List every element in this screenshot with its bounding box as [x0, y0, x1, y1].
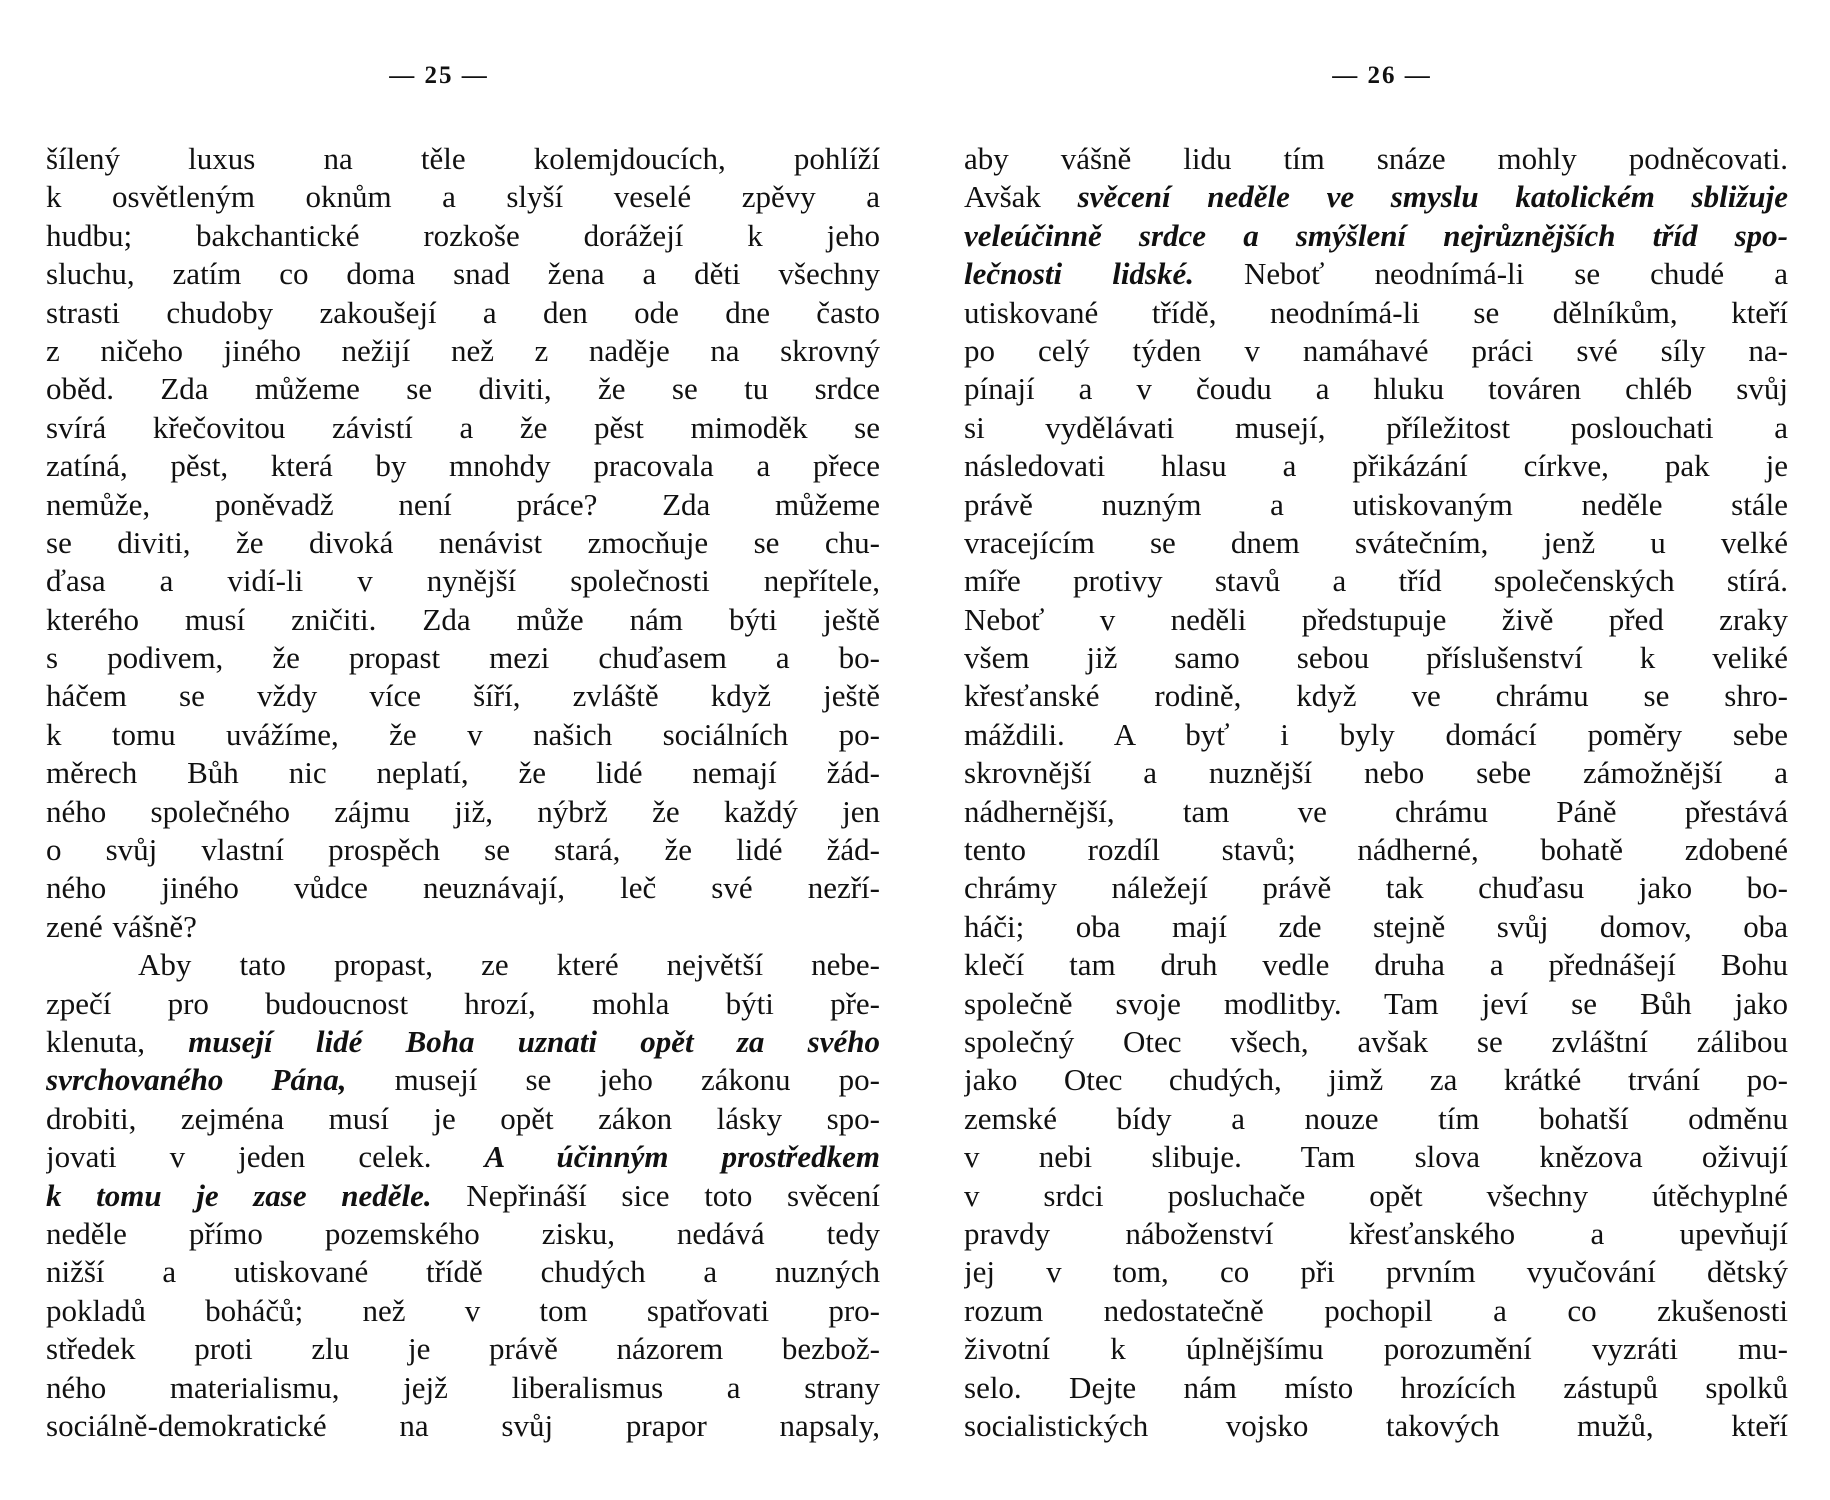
text-line: [46, 486, 880, 524]
text-line: [46, 1177, 880, 1215]
text-segment: následovati hlasu a přikázání církve, pak je: [964, 448, 1788, 484]
text-line: [46, 562, 880, 600]
text-segment: kterého musí zničiti. Zda může nám býti ještě: [46, 601, 880, 637]
text-segment: Aby tato propast, ze které největší nebe-: [138, 947, 880, 983]
text-segment: šílený luxus na těle kolemjdoucích, pohlíží: [46, 141, 880, 176]
text-line: [964, 486, 1788, 524]
emphasized-text: k tomu je zase neděle.: [46, 1177, 432, 1213]
text-line: [46, 985, 880, 1023]
text-line: [46, 370, 880, 408]
text-segment: nemůže, poněvadž není práce? Zda můžeme: [46, 486, 880, 522]
text-segment: ného jiného vůdce neuznávají, leč své nezří-: [46, 870, 880, 906]
text-line: [46, 1369, 880, 1407]
text-line: [964, 754, 1788, 792]
text-segment: utiskované třídě, neodnímá-li se dělníkům, kteří: [964, 294, 1788, 330]
text-line: [964, 294, 1788, 332]
text-line: [46, 1023, 880, 1061]
text-segment: pínají a v čoudu a hluku továren chléb svůj: [964, 371, 1788, 407]
text-segment: zené vášně?: [46, 908, 197, 944]
text-segment: v srdci posluchače opět všechny útěchyplné: [964, 1177, 1788, 1213]
text-line: [964, 1061, 1788, 1099]
text-segment: neděle přímo pozemského zisku, nedává tedy: [46, 1215, 880, 1251]
text-line: [46, 1253, 880, 1291]
text-line: [964, 1407, 1788, 1445]
text-line: [964, 946, 1788, 984]
text-line: [964, 1215, 1788, 1253]
text-line: [964, 639, 1788, 677]
text-segment: jovati v jeden celek.: [46, 1139, 485, 1175]
text-segment: ného společného zájmu již, nýbrž že každý jen: [46, 793, 880, 829]
text-segment: sociálně-demokratické na svůj prapor napsaly,: [46, 1407, 880, 1443]
text-segment: nižší a utiskované třídě chudých a nuzných: [46, 1254, 880, 1290]
page-body-text: [46, 140, 880, 1445]
text-line: [46, 869, 880, 907]
text-segment: rozum nedostatečně pochopil a co zkušenosti: [964, 1292, 1788, 1328]
text-segment: k tomu uvážíme, že v našich sociálních po-: [46, 716, 880, 752]
text-line: [964, 409, 1788, 447]
text-line: [46, 524, 880, 562]
text-segment: Nepřináší sice toto svěcení: [431, 1177, 880, 1213]
text-line: [964, 1100, 1788, 1138]
text-line: [46, 677, 880, 715]
text-segment: klenuta,: [46, 1023, 189, 1059]
text-line: [964, 140, 1788, 178]
text-line: [46, 716, 880, 754]
text-line: [964, 255, 1788, 293]
text-segment: háčem se vždy více šíří, zvláště když ještě: [46, 678, 880, 714]
text-segment: o svůj vlastní prospěch se stará, že lidé žád-: [46, 832, 880, 868]
text-line: [46, 601, 880, 639]
text-segment: máždili. A byť i byly domácí poměry sebe: [964, 716, 1788, 752]
text-segment: jako Otec chudých, jimž za krátké trvání po-: [964, 1062, 1788, 1098]
text-line: [46, 409, 880, 447]
text-segment: zpečí pro budoucnost hrozí, mohla býti pře-: [46, 985, 880, 1021]
text-line: [46, 294, 880, 332]
text-line: [964, 1292, 1788, 1330]
text-line: [964, 1177, 1788, 1215]
text-line: [46, 754, 880, 792]
text-line: [964, 601, 1788, 639]
text-line: [46, 1330, 880, 1368]
text-segment: měrech Bůh nic neplatí, že lidé nemají žád-: [46, 755, 880, 791]
text-line: [46, 332, 880, 370]
page-number: — 26 —: [1332, 62, 1432, 89]
text-segment: sluchu, zatím co doma snad žena a děti všechny: [46, 256, 880, 292]
text-segment: socialistických vojsko takových mužů, kteří: [964, 1407, 1788, 1443]
text-line: [964, 524, 1788, 562]
text-line: [964, 908, 1788, 946]
emphasized-text: musejí lidé Boha uznati opět za svého: [188, 1023, 880, 1059]
text-line: [46, 1215, 880, 1253]
text-line: [46, 140, 880, 178]
text-line: [964, 793, 1788, 831]
text-segment: pravdy náboženství křesťanského a upevňují: [964, 1215, 1788, 1251]
text-line: [964, 985, 1788, 1023]
text-line: [46, 447, 880, 485]
text-segment: se diviti, že divoká nenávist zmocňuje se chu-: [46, 524, 880, 560]
text-line: [46, 1061, 880, 1099]
text-segment: selo. Dejte nám místo hrozících zástupů spolků: [964, 1369, 1788, 1405]
emphasized-text: svěcení neděle ve smyslu katolickém sbližuje: [1077, 179, 1788, 215]
text-segment: k osvětleným oknům a slyší veselé zpěvy a: [46, 179, 880, 215]
text-line: [46, 255, 880, 293]
text-line: [964, 1330, 1788, 1368]
text-segment: v nebi slibuje. Tam slova knězova oživují: [964, 1139, 1788, 1175]
text-line: [46, 217, 880, 255]
text-line: [46, 639, 880, 677]
text-segment: oběd. Zda můžeme se diviti, že se tu srdce: [46, 371, 880, 407]
emphasized-text: veleúčinně srdce a smýšlení nejrůznějších tříd spo-: [964, 217, 1788, 253]
text-segment: skrovnější a nuznější nebo sebe zámožnější a: [964, 755, 1788, 791]
text-line: [46, 178, 880, 216]
text-line: [46, 908, 880, 946]
text-segment: chrámy náležejí právě tak chuďasu jako bo-: [964, 870, 1788, 906]
text-segment: ďasa a vidí-li v nynější společnosti nepřítele,: [46, 563, 880, 599]
text-segment: míře protivy stavů a tříd společenských stírá.: [964, 563, 1788, 599]
text-line: [46, 1100, 880, 1138]
text-segment: aby vášně lidu tím snáze mohly podněcovati.: [964, 141, 1788, 176]
text-line: [964, 716, 1788, 754]
text-segment: životní k úplnějšímu porozumění vyzráti mu-: [964, 1331, 1788, 1367]
emphasized-text: A účinným prostředkem: [484, 1139, 880, 1175]
emphasized-text: svrchovaného Pána,: [46, 1062, 347, 1098]
text-line: [46, 793, 880, 831]
text-line: [964, 1369, 1788, 1407]
text-line: [964, 1253, 1788, 1291]
text-segment: musejí se jeho zákonu po-: [346, 1062, 880, 1098]
text-segment: s podivem, že propast mezi chuďasem a bo-: [46, 640, 880, 676]
text-line: [964, 1023, 1788, 1061]
text-line: [964, 370, 1788, 408]
text-segment: klečí tam druh vedle druha a přednášejí Bohu: [964, 947, 1788, 983]
text-segment: Avšak: [964, 179, 1078, 215]
text-line: [964, 332, 1788, 370]
text-line: [964, 677, 1788, 715]
text-line: [964, 831, 1788, 869]
text-segment: nádhernější, tam ve chrámu Páně přestává: [964, 793, 1788, 829]
text-segment: hudbu; bakchantické rozkoše dorážejí k jeho: [46, 217, 880, 253]
text-line: [46, 946, 880, 984]
emphasized-text: lečnosti lidské.: [964, 256, 1194, 292]
text-segment: strasti chudoby zakoušejí a den ode dne často: [46, 294, 880, 330]
text-line: [46, 1407, 880, 1445]
text-line: [964, 217, 1788, 255]
text-segment: křesťanské rodině, když ve chrámu se shro-: [964, 678, 1788, 714]
text-line: [964, 447, 1788, 485]
text-line: [964, 178, 1788, 216]
text-line: [46, 831, 880, 869]
text-line: [964, 562, 1788, 600]
text-segment: ného materialismu, jejž liberalismus a strany: [46, 1369, 880, 1405]
text-segment: zatíná, pěst, která by mnohdy pracovala a přece: [46, 448, 880, 484]
text-segment: háči; oba mají zde stejně svůj domov, oba: [964, 908, 1788, 944]
text-segment: tento rozdíl stavů; nádherné, bohatě zdobené: [964, 832, 1788, 868]
text-segment: drobiti, zejména musí je opět zákon lásky spo-: [46, 1100, 880, 1136]
text-segment: Neboť neodnímá-li se chudé a: [1194, 256, 1788, 292]
text-segment: společný Otec všech, avšak se zvláštní zálibou: [964, 1023, 1788, 1059]
text-segment: středek proti zlu je právě názorem bezbož-: [46, 1331, 880, 1367]
text-segment: právě nuzným a utiskovaným neděle stále: [964, 486, 1788, 522]
text-segment: z ničeho jiného nežijí než z naděje na skrovný: [46, 332, 880, 368]
text-segment: po celý týden v namáhavé práci své síly na-: [964, 332, 1788, 368]
text-segment: pokladů boháčů; než v tom spatřovati pro-: [46, 1292, 880, 1328]
text-line: [46, 1292, 880, 1330]
page-number: — 25 —: [389, 62, 489, 89]
text-line: [46, 1138, 880, 1176]
text-segment: si vydělávati musejí, příležitost poslouchati a: [964, 409, 1788, 445]
text-segment: zemské bídy a nouze tím bohatší odměnu: [964, 1100, 1788, 1136]
text-segment: jej v tom, co při prvním vyučování dětský: [964, 1254, 1788, 1290]
text-line: [964, 1138, 1788, 1176]
text-segment: Neboť v neděli předstupuje živě před zraky: [964, 601, 1788, 637]
page-body-text: [964, 140, 1788, 1445]
text-segment: společně svoje modlitby. Tam jeví se Bůh jako: [964, 985, 1788, 1021]
text-segment: vracejícím se dnem svátečním, jenž u velké: [964, 524, 1788, 560]
text-segment: svírá křečovitou závistí a že pěst mimoděk se: [46, 409, 880, 445]
text-line: [964, 869, 1788, 907]
text-segment: všem již samo sebou příslušenství k veliké: [964, 640, 1788, 676]
